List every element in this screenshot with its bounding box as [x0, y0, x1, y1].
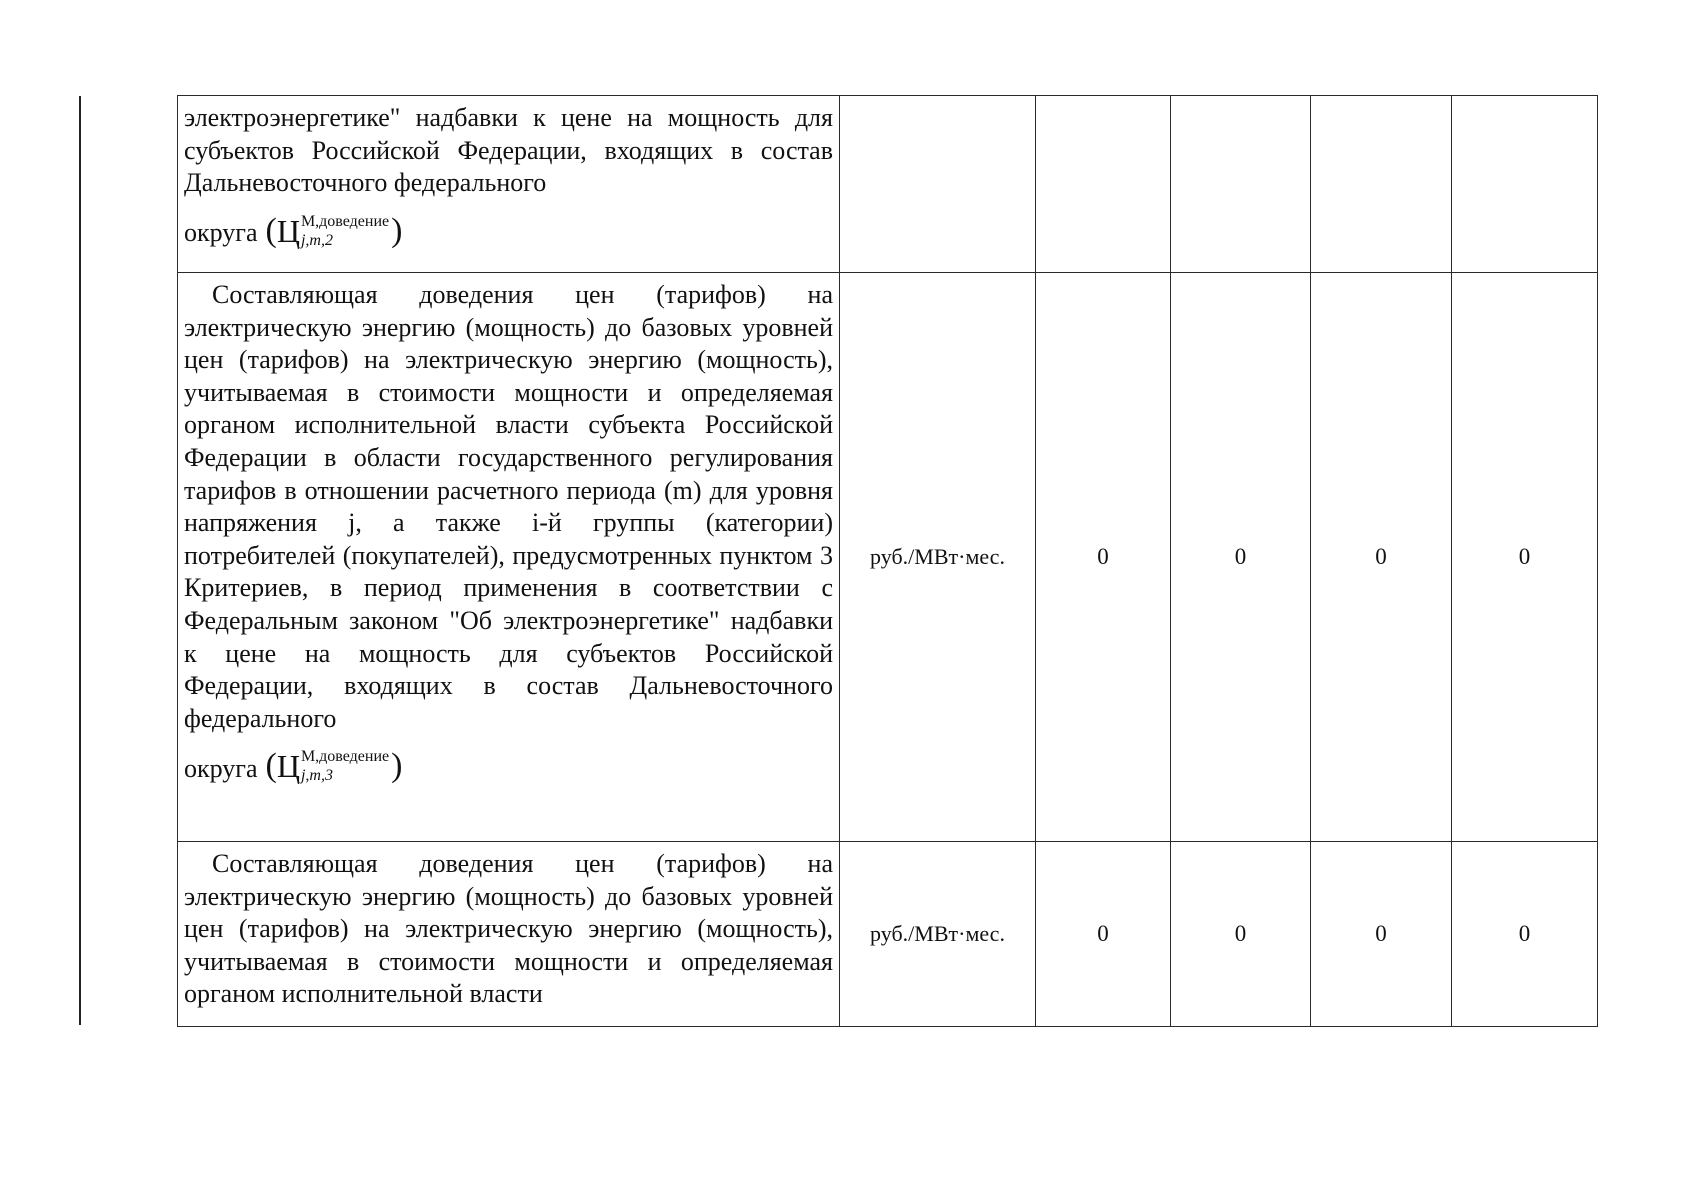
value-cell: [1311, 96, 1452, 273]
value-cell: 0: [1311, 273, 1452, 842]
price-formula: [266, 212, 403, 250]
table-row: [178, 273, 1598, 842]
value-cell: 0: [1171, 842, 1311, 1027]
table-row: [178, 96, 1598, 273]
price-formula: [266, 747, 403, 785]
formula-symbol: Ц: [276, 748, 300, 785]
value-cell: 0: [1036, 842, 1171, 1027]
formula-close-paren: ): [391, 747, 403, 785]
page-margin-line: [79, 96, 81, 1025]
formula-subscript: j,m,2: [300, 231, 333, 249]
formula-subscript: j,m,3: [300, 767, 333, 785]
description-cell: [178, 96, 840, 273]
value-cell: 0: [1036, 273, 1171, 842]
description-cell: [178, 842, 840, 1027]
formula-symbol: Ц: [276, 212, 300, 249]
value-cell: [1036, 96, 1171, 273]
formula-close-paren: ): [391, 211, 403, 249]
value-cell: 0: [1452, 273, 1598, 842]
value-cell: [1171, 96, 1311, 273]
value-cell: 0: [1311, 842, 1452, 1027]
description-text: Составляющая доведения цен (тарифов) на электрическую энергию (мощность) до базовых уровней цен (тарифов) на электрическую энергию (мощность), учитываемая в стоимости мощности и определяемая органом исполнительной власти субъекта Российской Федерации в области государственного регулирования тарифов в отношении расчетного периода (m) для уровня напряжения j, а также i-й группы (категории) потребителей (покупателей), предусмотренных пунктом 3 Критериев, в период применения в соответствии с Федеральным законом "Об электроэнергетике" надбавки к цене на мощность для субъектов Российской Федерации, входящих в состав Дальневосточного федерального: [184, 280, 833, 733]
unit-cell: руб./МВт·мес.: [840, 842, 1036, 1027]
formula-superscript: М,доведение: [300, 212, 390, 230]
formula-open-paren: (: [265, 211, 277, 249]
description-text: Составляющая доведения цен (тарифов) на электрическую энергию (мощность) до базовых уровней цен (тарифов) на электрическую энергию (мощность), учитываемая в стоимости мощности и определяемая органом исполнительной власти: [184, 849, 833, 1009]
formula-prefix: округа: [184, 218, 258, 248]
unit-cell: [840, 96, 1036, 273]
formula-prefix: округа: [184, 753, 258, 783]
formula-superscript: М,доведение: [300, 748, 390, 766]
formula-open-paren: (: [265, 747, 277, 785]
value-cell: 0: [1171, 273, 1311, 842]
tariff-table: [177, 95, 1598, 1027]
unit-cell: руб./МВт·мес.: [840, 273, 1036, 842]
formula-line: [184, 735, 833, 785]
description-cell: [178, 273, 840, 842]
description-text: электроэнергетике" надбавки к цене на мощность для субъектов Российской Федерации, входящих в состав Дальневосточного федерального: [184, 103, 833, 198]
formula-line: [184, 200, 833, 250]
value-cell: 0: [1452, 842, 1598, 1027]
table-row: [178, 842, 1598, 1027]
value-cell: [1452, 96, 1598, 273]
